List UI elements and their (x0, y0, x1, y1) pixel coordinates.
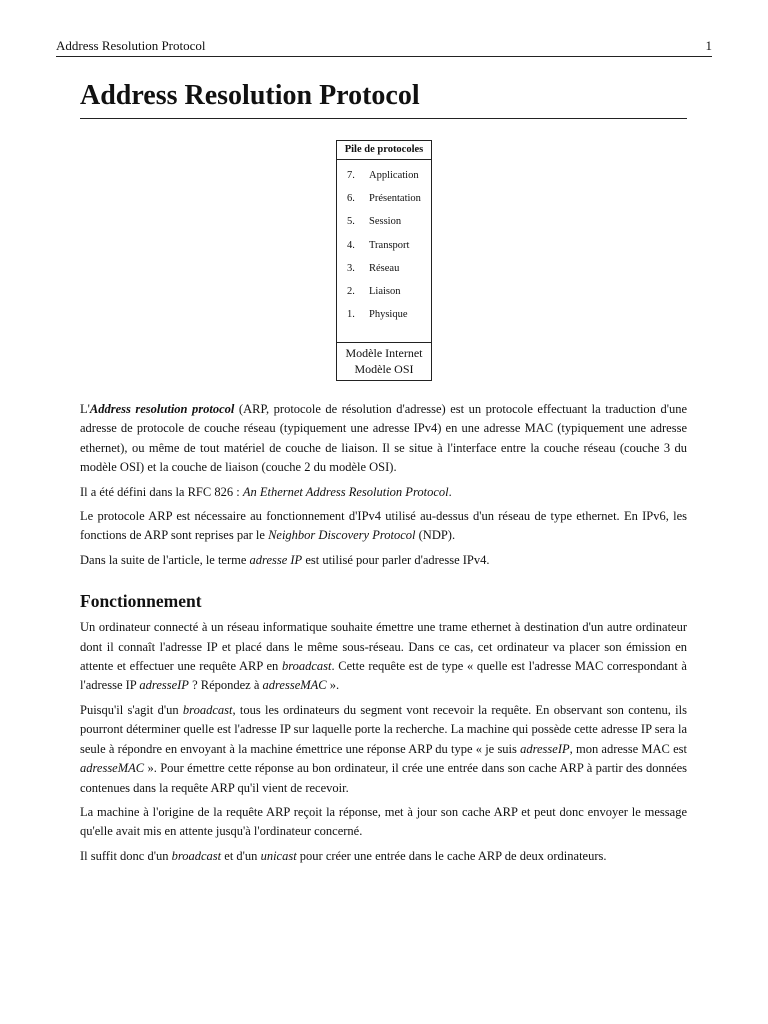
section-paragraph: Un ordinateur connecté à un réseau informatique souhaite émettre une trame ethernet à destination d'un autre ordinateur dont il connaît l'adresse IP et placé dans le même sous-réseau. Dans ce cas, cet ordinateur va placer son émission en attente et effectuer une requête ARP en broadcast. Cette requête est de type « quelle est l'adresse MAC correspondant à l'adresse IP adresseIP ? Répondez à adresseMAC ». (80, 620, 687, 693)
page-title: Address Resolution Protocol (80, 78, 687, 119)
layer-number: 3. (347, 262, 355, 274)
protocol-layer-list (337, 160, 431, 342)
protocol-layer-item (347, 286, 431, 309)
section-paragraph: Il suffit donc d'un broadcast et d'un unicast pour créer une entrée dans le cache ARP de deux ordinateurs. (80, 848, 607, 863)
protocol-layer-item (347, 170, 431, 193)
rfc-paragraph: Il a été défini dans la RFC 826 : An Ethernet Address Resolution Protocol. (80, 484, 452, 499)
protocol-layer-item (347, 240, 431, 263)
layer-number: 4. (347, 239, 355, 251)
layer-name: Liaison (369, 285, 401, 297)
section-paragraph: La machine à l'origine de la requête ARP reçoit la réponse, met à jour son cache ARP et peut donc envoyer le message qu'elle avait mis en attente jusqu'à l'ordinateur concerné. (80, 804, 687, 839)
page-number: 1 (705, 38, 712, 53)
ipv6-paragraph: Le protocole ARP est nécessaire au fonctionnement d'IPv4 utilisé au-dessus d'un réseau de type ethernet. En IPv6, les fonctions de ARP sont reprises par le Neighbor Discovery Protocol (NDP). (80, 509, 687, 543)
section-heading: Fonctionnement (80, 591, 202, 612)
terminology-paragraph: Dans la suite de l'article, le terme adresse IP est utilisé pour parler d'adresse IPv4. (80, 552, 490, 567)
protocol-layer-item (347, 309, 431, 332)
layer-name: Réseau (369, 262, 400, 274)
model-osi-label: Modèle OSI (354, 362, 414, 377)
running-header-title: Address Resolution Protocol (56, 38, 206, 53)
term-arp: Address resolution protocol (89, 402, 235, 416)
protocol-stack-infobox (336, 140, 432, 381)
layer-number: 1. (347, 309, 355, 321)
intro-paragraph: L'Address resolution protocol (ARP, protocole de résolution d'adresse) est un protocole effectuant la traduction d'une adresse de protocole de couche réseau (typiquement une adresse IPv4) en une adresse MAC (typiquement une adresse ethernet), ou même de tout matériel de couche de liaison. Il se situe à l'interface entre la couche réseau (couche 3 du modèle OSI) et la couche de liaison (couche 2 du modèle OSI). (80, 402, 687, 475)
protocol-layer-item (347, 263, 431, 286)
running-header (56, 38, 712, 57)
layer-name: Transport (369, 239, 410, 251)
layer-number: 7. (347, 170, 355, 181)
layer-name: Physique (369, 309, 408, 321)
term-ndp: Neighbor Discovery Protocol (268, 528, 416, 543)
layer-number: 2. (347, 285, 355, 297)
layer-name: Présentation (369, 193, 421, 205)
protocol-layer-item (347, 216, 431, 239)
article-body (80, 400, 687, 871)
layer-number: 6. (347, 193, 355, 205)
infobox-footer (337, 342, 431, 380)
layer-name: Session (369, 216, 402, 228)
rfc-title: An Ethernet Address Resolution Protocol (242, 484, 449, 499)
layer-number: 5. (347, 216, 355, 228)
protocol-layer-item (347, 193, 431, 216)
section-paragraph: Puisqu'il s'agit d'un broadcast, tous les ordinateurs du segment vont recevoir la requête. En observant son contenu, ils pourront déterminer quelle est l'adresse IP sur laquelle porte la recherche. La machine qui possède cette adresse IP sera la seule à répondre en envoyant à la machine émettrice une réponse ARP du type « je suis adresseIP, mon adresse MAC est adresseMAC ». Pour émettre cette réponse au bon ordinateur, il crée une entrée dans son cache ARP à partir des données contenues dans la requête ARP qu'il vient de recevoir. (80, 702, 687, 795)
infobox-title: Pile de protocoles (337, 141, 431, 160)
model-internet-label: Modèle Internet (345, 346, 423, 361)
term-adresse-ip: adresse IP (249, 552, 303, 567)
layer-name: Application (369, 170, 419, 181)
